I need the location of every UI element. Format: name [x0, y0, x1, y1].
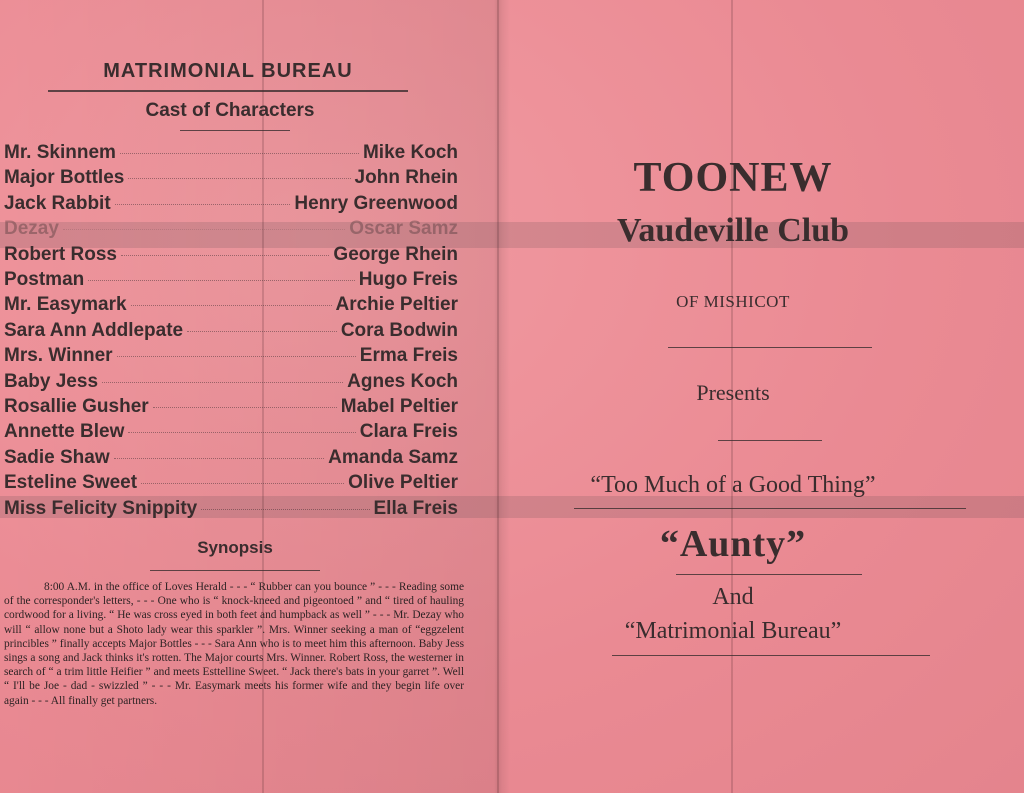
cast-row — [4, 394, 458, 419]
club-name-line-1: TOONEW — [633, 155, 833, 201]
cast-role: Esteline Sweet — [4, 472, 138, 494]
cast-role: Jack Rabbit — [4, 192, 111, 214]
cast-role: Rosallie Gusher — [4, 396, 149, 418]
cast-title: Cast of Characters — [145, 100, 315, 121]
title-rule — [48, 90, 408, 92]
cast-actor: Mabel Peltier — [340, 396, 458, 418]
left-panel — [0, 0, 496, 793]
cast-role: Sadie Shaw — [4, 446, 110, 468]
play-title-1: “Too Much of a Good Thing” — [590, 472, 876, 498]
cast-actor: Agnes Koch — [347, 370, 458, 392]
cast-role: Annette Blew — [4, 421, 125, 443]
cast-role: Miss Felicity Snippity — [4, 497, 198, 519]
cast-actor: John Rhein — [354, 167, 458, 189]
presents-rule — [718, 440, 822, 441]
cast-role: Dezay — [4, 218, 59, 240]
cast-row — [4, 470, 458, 495]
cast-actor: Erma Freis — [359, 345, 458, 367]
play-title-2: “Aunty” — [659, 523, 807, 565]
cast-role: Baby Jess — [4, 370, 99, 392]
leader-dots — [88, 280, 355, 281]
leader-dots — [120, 153, 359, 154]
synopsis-title: Synopsis — [197, 538, 273, 557]
cast-role: Mr. Skinnem — [4, 142, 116, 163]
cast-row — [4, 343, 458, 368]
leader-dots — [141, 483, 344, 484]
cast-actor: Archie Peltier — [335, 294, 458, 316]
leader-dots — [121, 255, 329, 256]
cast-role: Sara Ann Addlepate — [4, 319, 184, 341]
leader-dots — [128, 178, 350, 179]
synopsis-text: 8:00 A.M. in the office of Loves Herald - - - “ Rubber can you bounce ” - - - Reading some of the corresponder's letters, - - - One who is “ knock-kneed and pigeontoed ” and “ tired of hauling cordwood for a living. “ He was cross eyed in both feet and humpback as well ” - - - Mr. Dezay who will “ allow none but a Shoto lady wear this sparkler ”. Mrs. Winner seeking a man of “eggzelent princibles ” finally accepts Major Bottles - - - Sara Ann who is to meet him this afternoon. Baby Jess sings a song and Jack thinks it's rotten. The Major courts Mrs. Winner. Robert Ross, the westerner in search of “ a trim little Heifier ” and meets Esttelline Sweet. “ Jack there's bats in your garret ”. Well “ I'll be Joe - dad - swizzled ” - - - Mr. Easymark meets his former wife and they begin life over again - - - All finally get partners. — [4, 581, 464, 707]
leader-dots — [102, 382, 343, 383]
cast-actor: Clara Freis — [359, 421, 458, 443]
cast-actor: Ella Freis — [373, 497, 458, 519]
and-label: And — [712, 584, 754, 610]
cast-row — [4, 165, 458, 190]
cast-actor: Cora Bodwin — [340, 319, 458, 341]
leader-dots — [187, 331, 337, 332]
play-3-rule — [612, 655, 930, 656]
cast-role: Mrs. Winner — [4, 345, 113, 367]
cast-actor: Mike Koch — [362, 142, 458, 163]
cast-list — [4, 140, 458, 521]
synopsis-rule — [150, 570, 320, 571]
cast-actor: Henry Greenwood — [294, 192, 458, 214]
cast-actor: George Rhein — [333, 243, 458, 265]
cast-actor: Oscar Samz — [349, 218, 458, 240]
presents-label: Presents — [696, 380, 770, 405]
cast-actor: Hugo Freis — [358, 269, 458, 291]
cast-role: Major Bottles — [4, 167, 125, 189]
cast-actor: Amanda Samz — [328, 446, 458, 468]
leader-dots — [201, 509, 369, 510]
cast-row — [4, 369, 458, 394]
cast-role: Postman — [4, 269, 85, 291]
cast-row — [4, 216, 458, 241]
fold-crease-center — [497, 0, 499, 793]
cast-row — [4, 191, 458, 216]
leader-dots — [63, 229, 345, 230]
cast-row — [4, 292, 458, 317]
bureau-title: MATRIMONIAL BUREAU — [103, 60, 353, 82]
cast-row — [4, 267, 458, 292]
leader-dots — [115, 204, 291, 205]
cast-row — [4, 419, 458, 444]
cast-title-rule — [180, 130, 290, 131]
cast-role: Robert Ross — [4, 243, 117, 265]
play-1-rule — [574, 508, 966, 509]
right-panel — [500, 0, 1024, 793]
leader-dots — [114, 458, 325, 459]
location-rule — [668, 347, 872, 348]
leader-dots — [131, 305, 332, 306]
play-title-3: “Matrimonial Bureau” — [624, 618, 842, 644]
play-2-rule — [676, 574, 862, 575]
cast-actor: Olive Peltier — [348, 472, 458, 494]
cast-row — [4, 140, 458, 165]
cast-role: Mr. Easymark — [4, 294, 127, 316]
cast-row — [4, 445, 458, 470]
cast-row — [4, 318, 458, 343]
club-name-line-2: Vaudeville Club — [616, 212, 850, 249]
cast-row — [4, 496, 458, 521]
cast-row — [4, 242, 458, 267]
leader-dots — [128, 432, 355, 433]
leader-dots — [117, 356, 356, 357]
leader-dots — [153, 407, 337, 408]
club-location: OF MISHICOT — [676, 292, 790, 311]
